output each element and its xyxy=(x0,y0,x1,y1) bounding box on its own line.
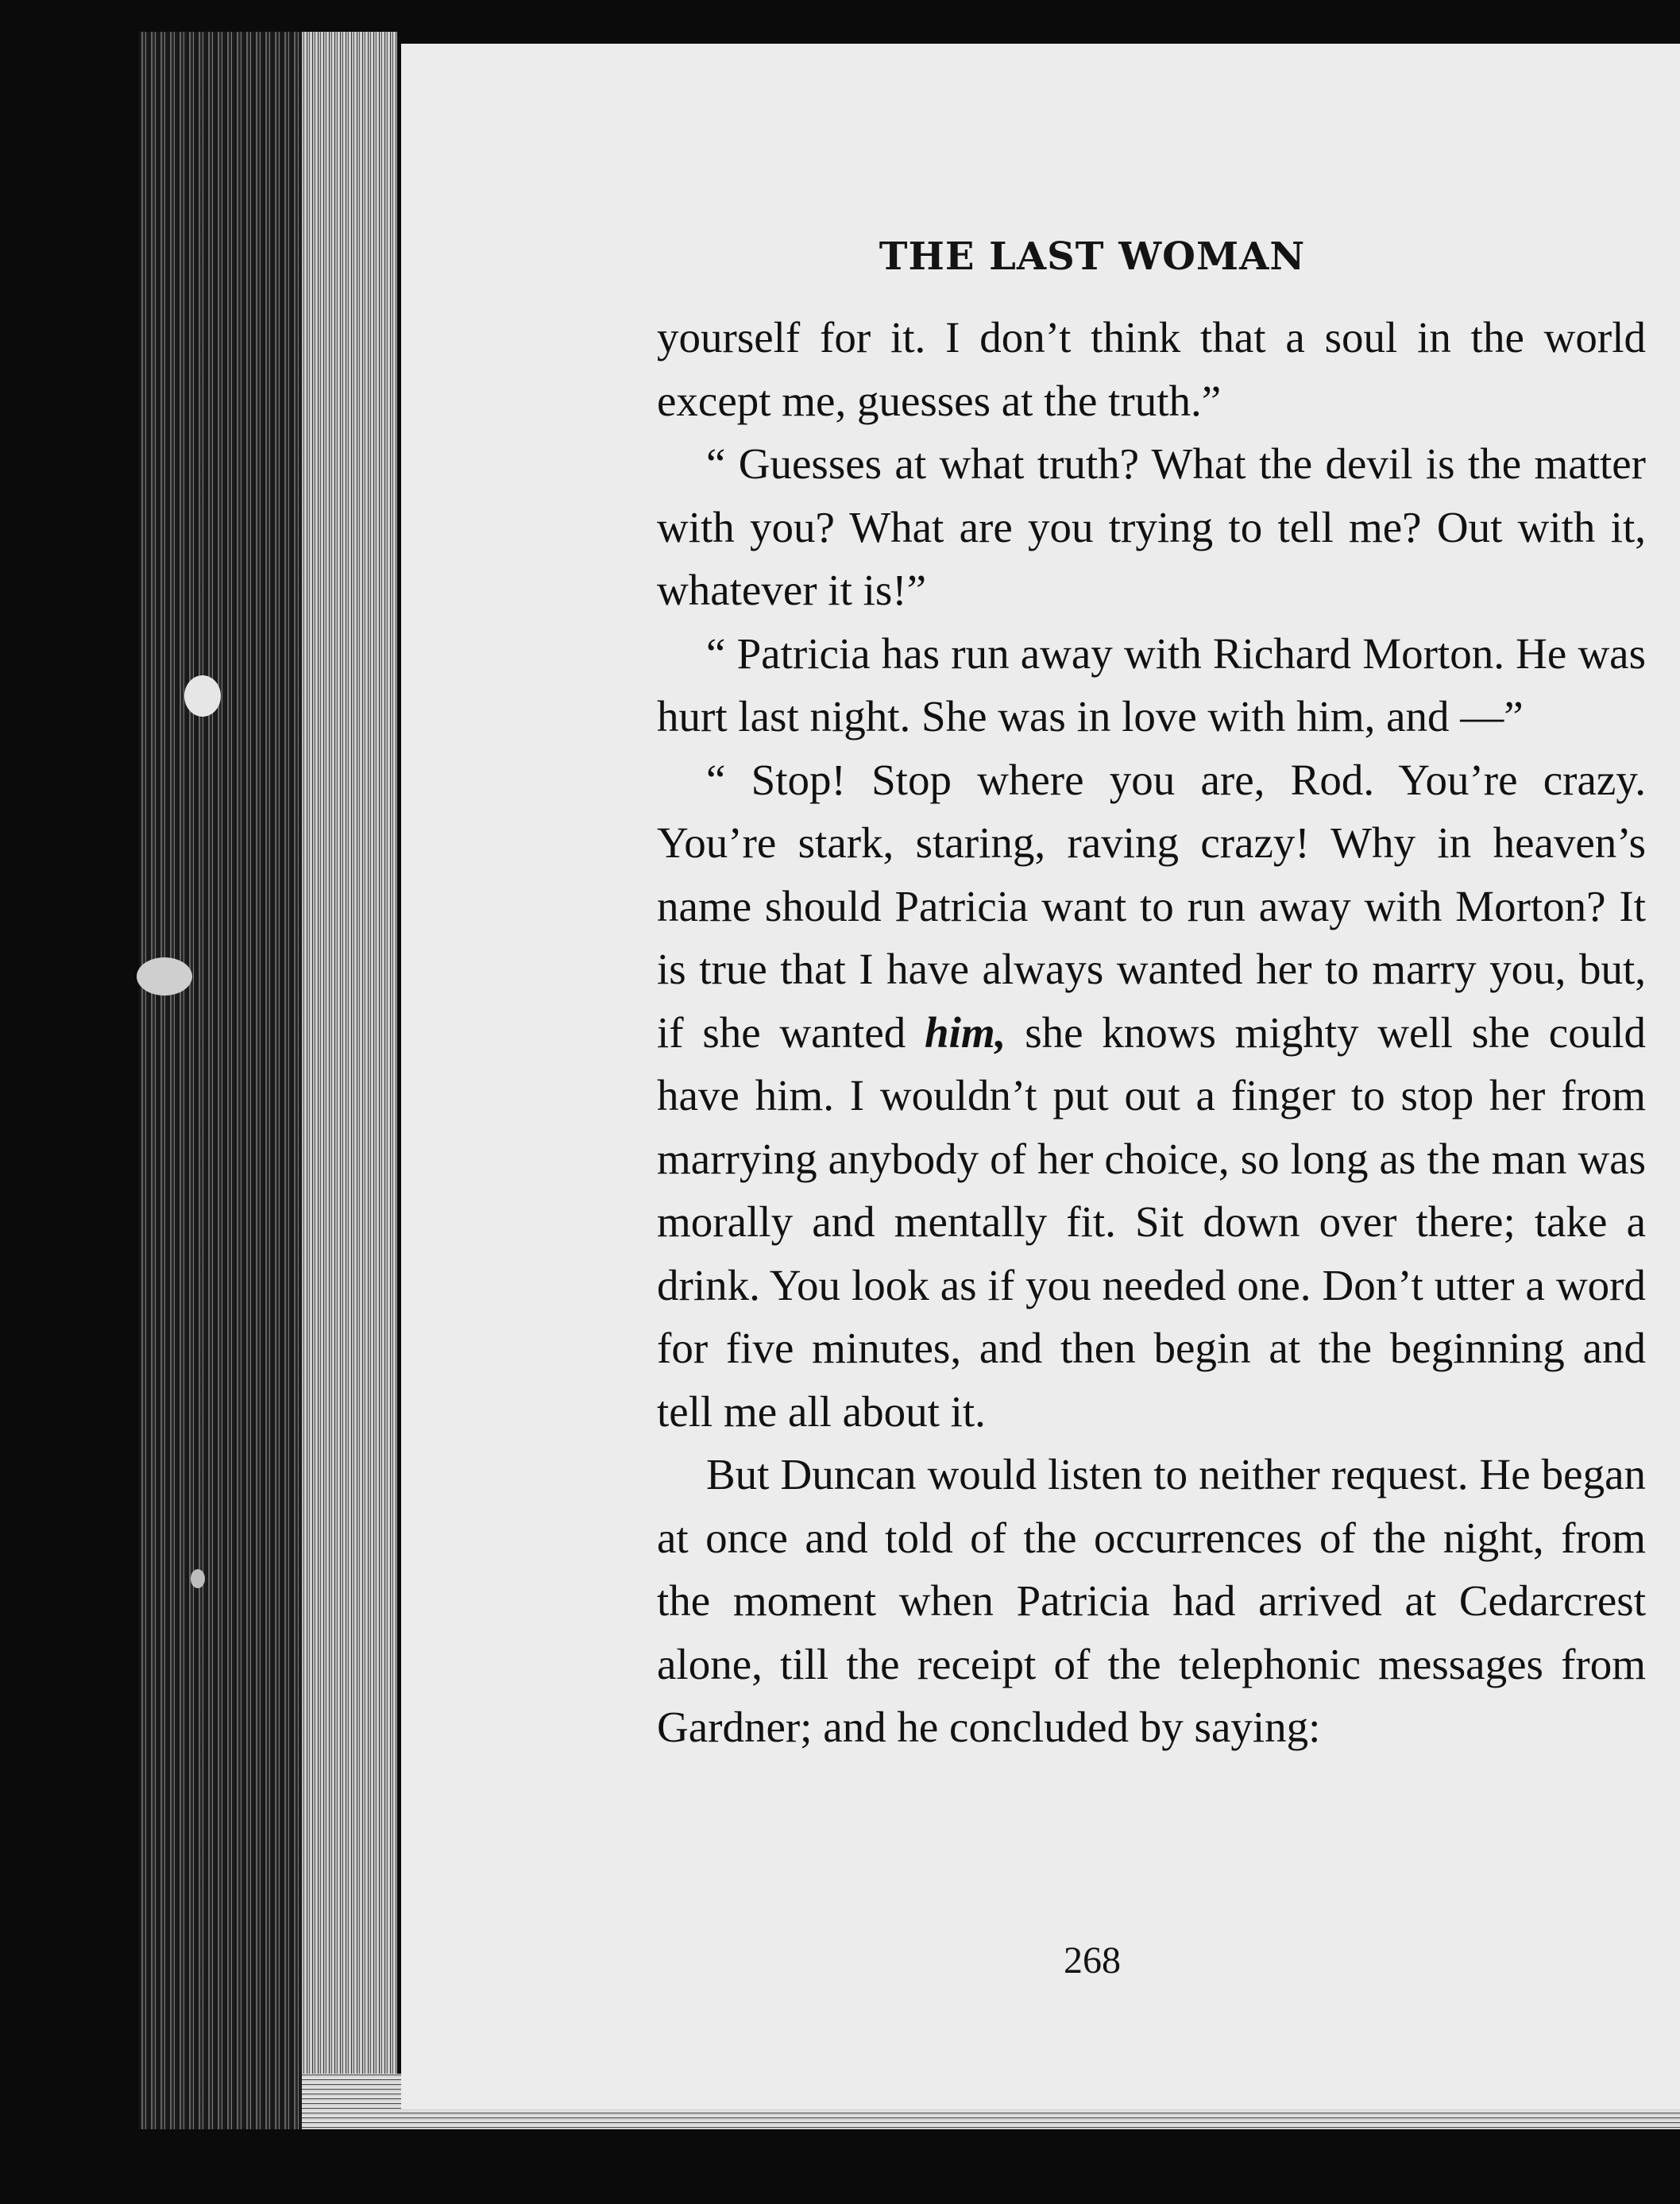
page-number: 268 xyxy=(1064,1939,1121,1982)
running-head: THE LAST WOMAN xyxy=(879,234,1306,279)
dust-speck xyxy=(137,957,192,996)
paragraph-3: “ Patricia has run away with Richard Morton. He was hurt last night. She was in love with him, and —” xyxy=(657,628,1646,740)
paragraph-1: yourself for it. I don’t think that a soul in the world except me, guesses at the truth.” xyxy=(657,313,1646,425)
dust-speck xyxy=(184,675,221,717)
paragraph-4-part-2: she knows mighty well she could have him. I wouldn’t put out a finger to stop her from marrying anybody of her choice, so long as the man was morally and mentally fit. Sit down over there; take a drink. You look as if you needed one. Don’t utter a word for five minutes, and then begin at the beginning and tell me all about it. xyxy=(657,1007,1646,1436)
body-text xyxy=(657,306,1646,1759)
dust-speck xyxy=(191,1569,205,1588)
paragraph-4 xyxy=(657,748,1646,1444)
emphasized-word: him, xyxy=(925,1007,1006,1057)
paragraph-4-part-1: “ Stop! Stop where you are, Rod. You’re crazy. You’re stark, staring, raving crazy! Why in heaven’s name should Patricia want to run away with Morton? It is true that I have always wanted her to marry you, but, if she wanted xyxy=(657,755,1646,1057)
book-page-edges-light xyxy=(302,32,397,2129)
page xyxy=(401,44,1680,2109)
paragraph-2: “ Guesses at what truth? What the devil is the matter with you? What are you trying to tell me? Out with it, whatever it is!” xyxy=(657,439,1646,614)
paragraph-5: But Duncan would listen to neither request. He began at once and told of the occurrences of the night, from the moment when Patricia had arrived at Cedarcrest alone, till the receipt of the telephonic messages from Gardner; and he concluded by saying: xyxy=(657,1450,1646,1751)
